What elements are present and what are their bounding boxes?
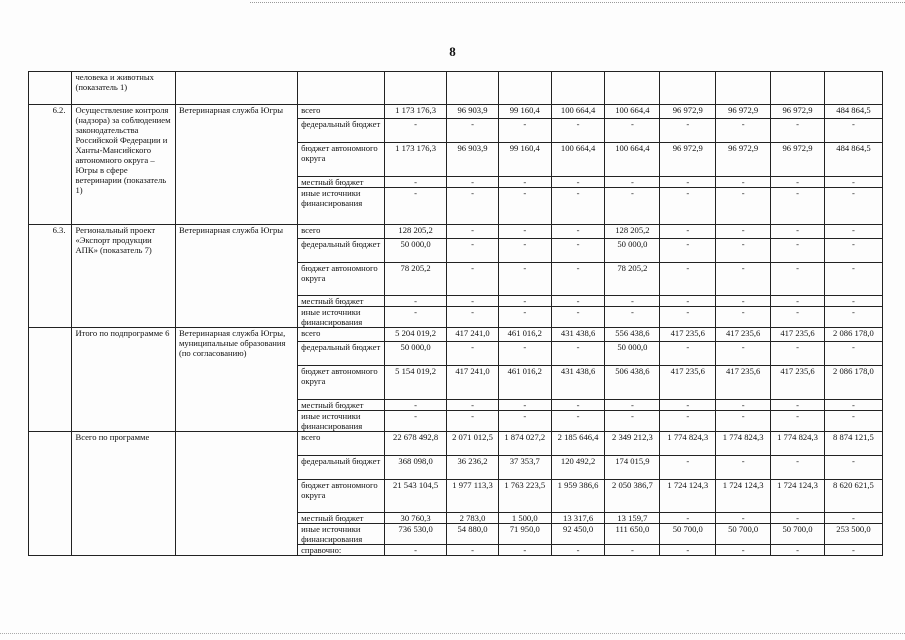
amount-cell: - [498,263,551,296]
funding-source: иные источники финансирования [298,411,385,432]
amount-cell: - [824,296,882,307]
measure-name: Осуществление контроля (надзора) за соблюдением законодательства Российской Федерации и Ханты-Мансийского автономного округа – Югры в сфере ветеринарии (показатель 1) [72,105,176,225]
row-number: 6.2. [29,105,72,225]
amount-cell [447,72,499,105]
amount-cell: 1 959 386,6 [551,480,605,513]
amount-cell: - [551,400,605,411]
amount-cell: 5 154 019,2 [385,366,447,400]
amount-cell: 174 015,9 [605,456,660,480]
measure-name: Региональный проект «Экспорт продукции АПК» (показатель 7) [72,225,176,328]
amount-cell: - [716,400,771,411]
amount-cell: - [771,513,825,524]
amount-cell: 368 098,0 [385,456,447,480]
amount-cell: - [447,188,499,225]
amount-cell: - [551,239,605,263]
amount-cell [771,72,825,105]
amount-cell: 96 972,9 [716,105,771,119]
amount-cell: 1 977 113,3 [447,480,499,513]
amount-cell: - [771,188,825,225]
funding-source: всего [298,328,385,342]
amount-cell: - [447,225,499,239]
amount-cell: 461 016,2 [498,366,551,400]
amount-cell: - [716,263,771,296]
amount-cell: 50 700,0 [660,524,716,545]
funding-source: бюджет автономного округа [298,263,385,296]
funding-source: справочно: [298,545,385,556]
measure-name: человека и животных (показатель 1) [72,72,176,105]
amount-cell: - [498,119,551,143]
amount-cell: - [771,307,825,328]
funding-source: иные источники финансирования [298,188,385,225]
amount-cell: 13 159,7 [605,513,660,524]
amount-cell: 22 678 492,8 [385,432,447,456]
amount-cell: 417 235,6 [716,366,771,400]
amount-cell: - [660,177,716,188]
amount-cell: - [771,225,825,239]
amount-cell: 484 864,5 [824,105,882,119]
amount-cell: 50 000,0 [385,239,447,263]
amount-cell: - [716,119,771,143]
amount-cell: 37 353,7 [498,456,551,480]
executor [175,432,297,556]
amount-cell: 556 438,6 [605,328,660,342]
amount-cell: - [824,307,882,328]
amount-cell: - [824,513,882,524]
amount-cell: 8 874 121,5 [824,432,882,456]
amount-cell: - [605,177,660,188]
amount-cell: - [447,296,499,307]
amount-cell [716,72,771,105]
amount-cell [660,72,716,105]
amount-cell: - [551,411,605,432]
row-number [29,72,72,105]
amount-cell: - [771,296,825,307]
amount-cell: 8 620 621,5 [824,480,882,513]
amount-cell: 100 664,4 [551,143,605,177]
amount-cell: - [551,545,605,556]
amount-cell: - [498,188,551,225]
amount-cell: - [716,307,771,328]
amount-cell: - [498,342,551,366]
amount-cell: - [605,400,660,411]
row-number [29,328,72,432]
amount-cell: 96 903,9 [447,105,499,119]
funding-source: всего [298,225,385,239]
amount-cell: 30 760,3 [385,513,447,524]
table-row [29,328,883,342]
funding-source: местный бюджет [298,177,385,188]
executor: Ветеринарная служба Югры, муниципальные образования (по согласованию) [175,328,297,432]
amount-cell: - [824,263,882,296]
amount-cell: - [660,411,716,432]
amount-cell: - [447,177,499,188]
amount-cell: 1 500,0 [498,513,551,524]
amount-cell: - [605,296,660,307]
scan-bottom-edge [0,633,905,634]
amount-cell: 21 543 104,5 [385,480,447,513]
amount-cell: - [447,411,499,432]
amount-cell: 13 317,6 [551,513,605,524]
amount-cell: - [385,119,447,143]
amount-cell: - [660,225,716,239]
amount-cell: - [447,263,499,296]
funding-source: бюджет автономного округа [298,366,385,400]
amount-cell [551,72,605,105]
amount-cell: 2 086 178,0 [824,328,882,342]
amount-cell: - [771,239,825,263]
table-row [29,72,883,105]
amount-cell: - [605,119,660,143]
amount-cell: - [716,177,771,188]
amount-cell: - [716,456,771,480]
amount-cell: - [605,411,660,432]
amount-cell: 2 783,0 [447,513,499,524]
amount-cell: 71 950,0 [498,524,551,545]
amount-cell: 96 972,9 [771,143,825,177]
amount-cell: 461 016,2 [498,328,551,342]
amount-cell: - [824,188,882,225]
amount-cell: 1 173 176,3 [385,143,447,177]
table-row [29,225,883,239]
amount-cell: - [716,296,771,307]
amount-cell: 120 492,2 [551,456,605,480]
funding-source: федеральный бюджет [298,342,385,366]
amount-cell [498,72,551,105]
amount-cell: 111 650,0 [605,524,660,545]
row-number: 6.3. [29,225,72,328]
funding-source: местный бюджет [298,513,385,524]
amount-cell: - [498,400,551,411]
amount-cell: - [498,545,551,556]
amount-cell: 54 880,0 [447,524,499,545]
funding-source: местный бюджет [298,296,385,307]
amount-cell: 417 241,0 [447,366,499,400]
amount-cell: 78 205,2 [605,263,660,296]
amount-cell: - [824,239,882,263]
financing-table [28,71,883,556]
amount-cell: 417 235,6 [771,366,825,400]
page-number: 8 [449,44,456,59]
amount-cell: - [385,296,447,307]
amount-cell: 1 724 124,3 [660,480,716,513]
funding-source: иные источники финансирования [298,524,385,545]
amount-cell: 96 972,9 [716,143,771,177]
table-row [29,432,883,456]
amount-cell: - [447,307,499,328]
amount-cell: 92 450,0 [551,524,605,545]
amount-cell: 99 160,4 [498,143,551,177]
amount-cell: 2 050 386,7 [605,480,660,513]
amount-cell: 50 000,0 [605,342,660,366]
amount-cell: - [660,119,716,143]
amount-cell: 1 724 124,3 [771,480,825,513]
amount-cell: 506 438,6 [605,366,660,400]
amount-cell: - [385,545,447,556]
amount-cell: - [385,188,447,225]
amount-cell: - [824,400,882,411]
amount-cell: - [771,263,825,296]
executor: Ветеринарная служба Югры [175,225,297,328]
amount-cell: 1 774 824,3 [771,432,825,456]
funding-source: федеральный бюджет [298,239,385,263]
amount-cell: 417 235,6 [660,366,716,400]
amount-cell: 96 972,9 [660,143,716,177]
amount-cell: - [447,400,499,411]
amount-cell: - [771,400,825,411]
amount-cell: 253 500,0 [824,524,882,545]
amount-cell: - [447,342,499,366]
amount-cell: - [551,188,605,225]
amount-cell: - [824,225,882,239]
amount-cell: 50 700,0 [771,524,825,545]
amount-cell: - [660,456,716,480]
amount-cell: - [660,296,716,307]
amount-cell: 736 530,0 [385,524,447,545]
amount-cell: - [824,342,882,366]
executor [175,72,297,105]
amount-cell: - [551,177,605,188]
amount-cell: 1 724 124,3 [716,480,771,513]
amount-cell: - [824,545,882,556]
amount-cell: 417 241,0 [447,328,499,342]
amount-cell: 417 235,6 [660,328,716,342]
amount-cell: 100 664,4 [605,143,660,177]
amount-cell: - [551,307,605,328]
amount-cell: - [660,188,716,225]
amount-cell: - [660,307,716,328]
amount-cell: - [660,513,716,524]
measure-name: Итого по подпрограмме 6 [72,328,176,432]
amount-cell: - [771,456,825,480]
amount-cell: 100 664,4 [551,105,605,119]
amount-cell: - [824,119,882,143]
amount-cell: - [385,400,447,411]
amount-cell: - [385,411,447,432]
amount-cell: 1 173 176,3 [385,105,447,119]
amount-cell: 2 086 178,0 [824,366,882,400]
amount-cell: - [771,119,825,143]
amount-cell: - [824,177,882,188]
amount-cell: 417 235,6 [771,328,825,342]
amount-cell: 50 700,0 [716,524,771,545]
amount-cell: 96 972,9 [771,105,825,119]
amount-cell: - [771,177,825,188]
amount-cell: - [498,225,551,239]
amount-cell: - [716,239,771,263]
amount-cell: - [716,545,771,556]
amount-cell: 96 972,9 [660,105,716,119]
amount-cell: - [660,263,716,296]
amount-cell [385,72,447,105]
amount-cell: - [605,188,660,225]
amount-cell: - [824,411,882,432]
funding-source: федеральный бюджет [298,456,385,480]
amount-cell: - [498,239,551,263]
amount-cell: 100 664,4 [605,105,660,119]
funding-source: федеральный бюджет [298,119,385,143]
amount-cell: 2 185 646,4 [551,432,605,456]
amount-cell: - [385,307,447,328]
amount-cell: 78 205,2 [385,263,447,296]
amount-cell: - [660,545,716,556]
amount-cell: - [551,225,605,239]
amount-cell: - [447,545,499,556]
amount-cell: 128 205,2 [605,225,660,239]
amount-cell: 36 236,2 [447,456,499,480]
funding-source: бюджет автономного округа [298,143,385,177]
amount-cell: 96 903,9 [447,143,499,177]
amount-cell [824,72,882,105]
amount-cell: 431 438,6 [551,366,605,400]
amount-cell: - [447,119,499,143]
amount-cell: - [551,296,605,307]
amount-cell: - [551,263,605,296]
amount-cell: - [498,307,551,328]
funding-source: местный бюджет [298,400,385,411]
amount-cell: 2 349 212,3 [605,432,660,456]
amount-cell: 417 235,6 [716,328,771,342]
amount-cell: - [385,177,447,188]
amount-cell: - [716,225,771,239]
amount-cell: - [716,513,771,524]
amount-cell: 50 000,0 [605,239,660,263]
amount-cell: - [771,545,825,556]
amount-cell: - [447,239,499,263]
amount-cell: - [716,411,771,432]
amount-cell: 50 000,0 [385,342,447,366]
amount-cell: 1 763 223,5 [498,480,551,513]
row-number [29,432,72,556]
amount-cell: 484 864,5 [824,143,882,177]
amount-cell: - [716,342,771,366]
funding-source: иные источники финансирования [298,307,385,328]
amount-cell: - [771,411,825,432]
amount-cell: 431 438,6 [551,328,605,342]
amount-cell: 2 071 012,5 [447,432,499,456]
amount-cell: - [605,307,660,328]
amount-cell: 1 874 027,2 [498,432,551,456]
amount-cell: 1 774 824,3 [716,432,771,456]
amount-cell: - [660,342,716,366]
amount-cell: - [605,545,660,556]
amount-cell: - [660,400,716,411]
funding-source: бюджет автономного округа [298,480,385,513]
amount-cell: - [498,177,551,188]
amount-cell: 99 160,4 [498,105,551,119]
amount-cell: - [551,342,605,366]
funding-source: всего [298,432,385,456]
amount-cell: - [716,188,771,225]
funding-source: всего [298,105,385,119]
table-row [29,105,883,119]
amount-cell: 5 204 019,2 [385,328,447,342]
amount-cell: - [771,342,825,366]
amount-cell: - [498,296,551,307]
amount-cell: 1 774 824,3 [660,432,716,456]
scan-top-edge [250,2,905,3]
amount-cell: 128 205,2 [385,225,447,239]
amount-cell: - [660,239,716,263]
amount-cell: - [498,411,551,432]
executor: Ветеринарная служба Югры [175,105,297,225]
amount-cell [605,72,660,105]
amount-cell: - [551,119,605,143]
measure-name: Всего по программе [72,432,176,556]
amount-cell: - [824,456,882,480]
funding-source [298,72,385,105]
